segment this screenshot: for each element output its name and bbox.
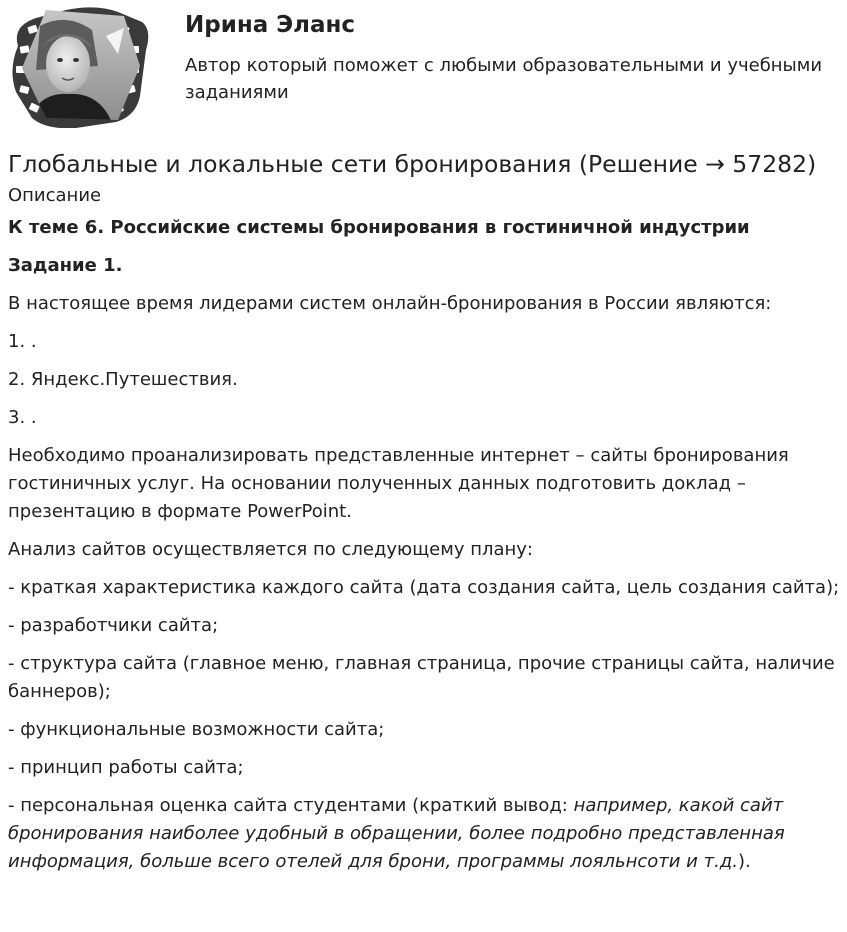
plan-item: - функциональные возможности сайта;	[8, 719, 385, 740]
plan-item: - принцип работы сайта;	[8, 757, 244, 778]
topic-heading: К теме 6. Российские системы бронирования в гостиничной индустрии	[8, 217, 750, 238]
page-title: Глобальные и локальные сети бронирования (Решение → 57282)	[8, 150, 817, 178]
plan-item: - разработчики сайта;	[8, 615, 219, 636]
list-item: 3. .	[8, 407, 37, 428]
main-content	[8, 146, 840, 886]
plan-item: - структура сайта (главное меню, главная страница, прочие страницы сайта, наличие баннеров);	[8, 653, 835, 702]
author-description: Автор который поможет с любыми образовательными и учебными заданиями	[185, 55, 823, 103]
list-item: 1. .	[8, 331, 37, 352]
author-name[interactable]: Ирина Эланс	[185, 12, 356, 38]
plan-item	[8, 792, 840, 876]
task-heading: Задание 1.	[8, 255, 123, 276]
author-card	[0, 0, 847, 130]
list-item: 2. Яндекс.Путешествия.	[8, 369, 238, 390]
plan-item-text: - персональная оценка сайта студентами (краткий вывод:	[8, 795, 574, 816]
instruction-paragraph: Необходимо проанализировать представленные интернет – сайты бронирования гостиничных услуг. На основании полученных данных подготовить доклад – презентацию в формате PowerPoint.	[8, 445, 789, 522]
description-label: Описание	[8, 185, 102, 206]
plan-intro: Анализ сайтов осуществляется по следующему плану:	[8, 539, 533, 560]
plan-item-example: например, какой сайт бронирования наиболее удобный в обращении, более подробно представленная информация, больше всего отелей для брони, программы лояльнсоти и т.д.	[8, 795, 785, 872]
intro-paragraph: В настоящее время лидерами систем онлайн-бронирования в России являются:	[8, 293, 772, 314]
plan-item: - краткая характеристика каждого сайта (дата создания сайта, цель создания сайта);	[8, 577, 840, 598]
author-avatar[interactable]	[6, 6, 152, 128]
plan-item-end: ).	[737, 851, 751, 872]
avatar-image	[6, 6, 152, 128]
